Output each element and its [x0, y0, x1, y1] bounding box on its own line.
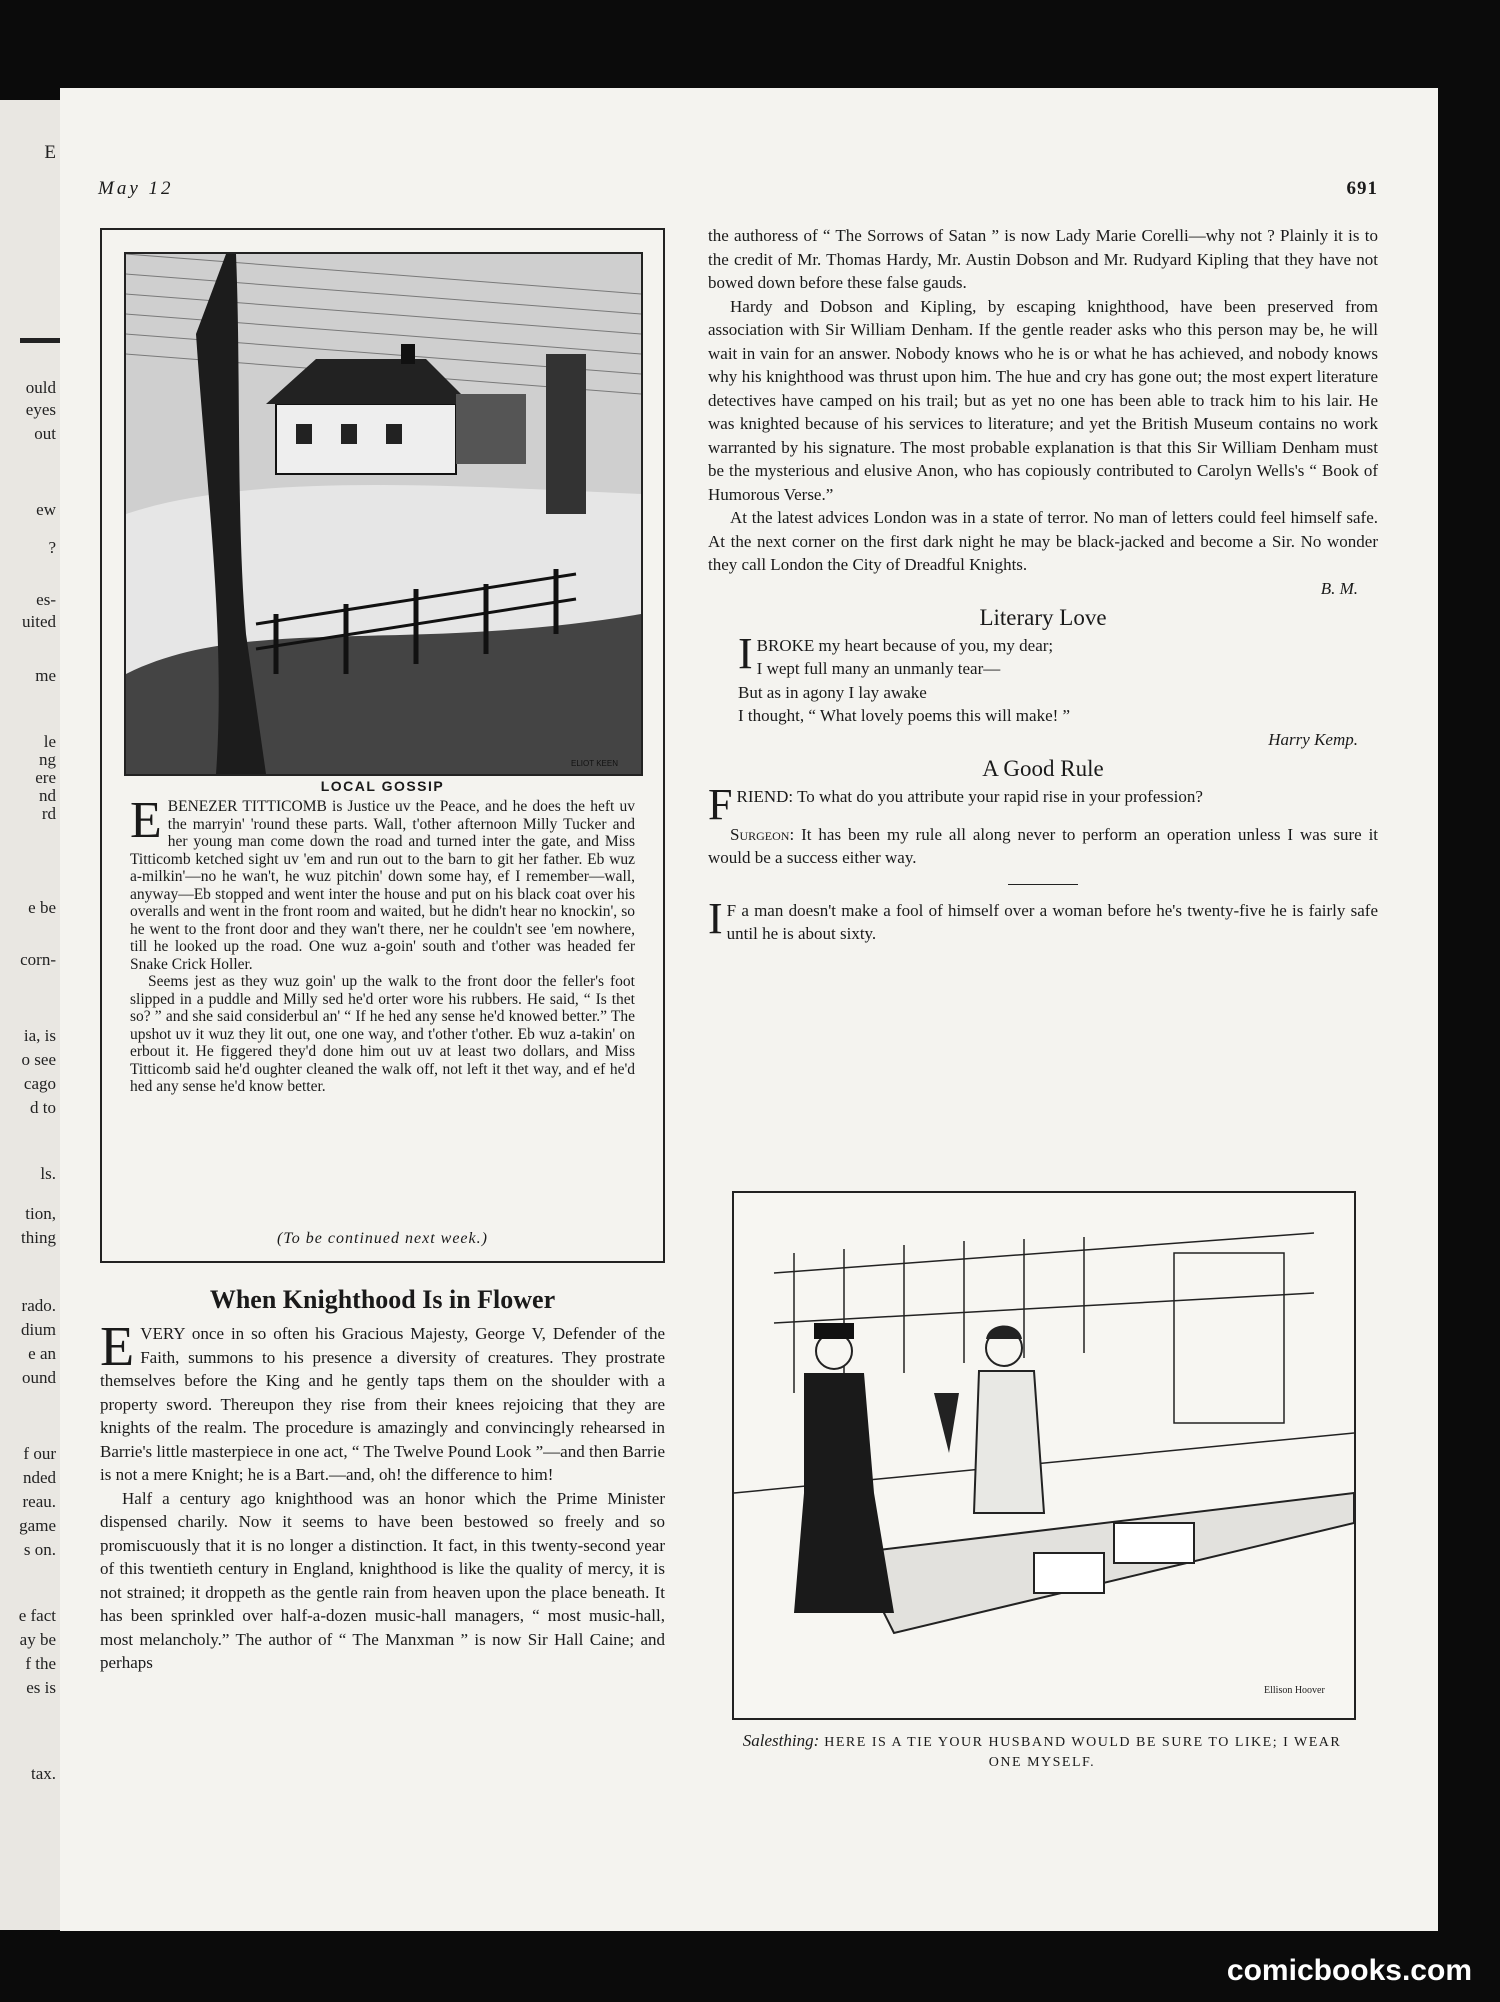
prev-frag: reau. [22, 1492, 56, 1511]
prev-frag: ls. [40, 1164, 56, 1183]
dialogue-title: A Good Rule [982, 756, 1104, 781]
local-gossip-box [100, 228, 665, 1263]
prev-frag: es is [26, 1678, 56, 1697]
article-signature: B. M. [1320, 578, 1358, 598]
prev-frag: ew [36, 500, 56, 519]
prev-frag: ay be [19, 1630, 56, 1649]
cartoon-caption [732, 1731, 1352, 1773]
aphorism-text: F a man doesn't make a fool of himself over a woman before he's twenty-five he is fairly safe until he is about sixty. [726, 900, 1378, 943]
prev-frag: nd [39, 786, 56, 805]
knighthood-article-column [100, 1284, 665, 1675]
prev-frag: d to [30, 1098, 56, 1117]
continued-note: (To be continued next week.) [277, 1230, 488, 1247]
prev-frag: ? [48, 538, 56, 557]
local-gossip-paragraph: Seems jest as they wuz goin' up the walk to the front door the feller's foot slipped in a puddle and Milly sed he'd orter wore his rubbers. He said, “ Is thet so? ” and she said considerbul an' “ If he hed any sense he'd knowed better.” The upshot uv it wuz they lit out, one one way, and t'other t'other. Eb wuz a-takin' on erbout it. He figgered they'd done him out uv at least two dollars, and Miss Titticomb said he'd oughter cleaned the walk off, not left it thet way, and ef he'd hed any sense he'd know better. [130, 973, 635, 1095]
prev-frag: ound [22, 1368, 56, 1387]
dropcap: E [100, 1316, 135, 1378]
cartoon-signature: Ellison Hoover [1264, 1685, 1325, 1696]
prev-frag: rado. [21, 1296, 56, 1315]
prev-frag: tax. [30, 1764, 56, 1783]
poem-line: BROKE my heart because of you, my dear; [756, 635, 1054, 655]
prev-frag: le [43, 732, 56, 751]
dropcap: E [130, 792, 162, 849]
local-gossip-title: LOCAL GOSSIP [320, 778, 445, 794]
prev-frag: e fact [18, 1606, 56, 1625]
prev-frag: nded [22, 1468, 56, 1487]
article-paragraph: the authoress of “ The Sorrows of Satan ” is now Lady Marie Corelli—why not ? Plainly it is to the credit of Mr. Thomas Hardy, Mr. Austin Dobson and Mr. Rudyard Kipling that they have not bowed down before these false gauds. [708, 226, 1378, 292]
right-column [708, 224, 1378, 946]
shop-cartoon [732, 1191, 1356, 1720]
dialogue-surgeon: It has been my rule all along never to perform an operation unless I was sure it would be a success either way. [708, 824, 1379, 867]
poem-line: But as in agony I lay awake [738, 682, 927, 702]
prev-frag: es- [36, 590, 56, 609]
prev-frag: tion, [25, 1204, 56, 1223]
poem [708, 628, 1378, 728]
article-paragraph: VERY once in so often his Gracious Majesty, George V, Defender of the Faith, summons to his presence a diversity of creatures. They prostrate themselves before the King and he gently taps them on the shoulder with a property sword. Thereupon they rise from their knees rejoicing that they are knights of the realm. The procedure is amazingly and convincingly rehearsed in Barrie's little masterpiece in one act, “ The Twelve Pound Look ”—and then Barrie is not a mere Knight; he is a Bart.—and, oh! the difference to him! [100, 1324, 665, 1484]
farmhouse-illustration [124, 252, 643, 776]
dropcap: I [738, 628, 753, 678]
prev-frag: ere [35, 768, 56, 787]
prev-frag: s on. [23, 1540, 56, 1559]
article-title: When Knighthood Is in Flower [209, 1285, 556, 1314]
watermark: comicbooks.com [1226, 1954, 1472, 1987]
divider [1008, 884, 1078, 885]
prev-frag: dium [21, 1320, 56, 1339]
prev-frag: me [35, 666, 56, 685]
illustration-signature: ELIOT KEEN [571, 759, 618, 768]
running-head-date: May 12 [98, 178, 174, 199]
prev-frag: ould [25, 378, 56, 397]
prev-frag: corn- [20, 950, 56, 969]
poem-line: I thought, “ What lovely poems this will make! ” [738, 706, 1071, 725]
previous-page-edge [0, 100, 60, 1930]
prev-frag: f our [23, 1444, 56, 1463]
prev-frag: o see [21, 1050, 56, 1069]
previous-page-rule [20, 338, 60, 343]
local-gossip-paragraph: BENEZER TITTICOMB is Justice uv the Peace, and he does the heft uv the marryin' 'round these parts. Wall, t'other afternoon Milly Tucker and her young man come down the road and turned inter the gate, and Miss Titticomb ketched sight uv 'em and run out to the barn to git her father. Eb wuz a-milkin'—no he wan't, he wuz pitchin' down some hay, ef I remember—wall, anyway—Eb stopped and went inter the house and put on his black coat over his overalls and went in the front room and waited, but he didn't hear no knockin', so he went to the front door and they wan't there, ner he couldn't see 'em nowhere, till he looked up the road. One wuz a-goin' south and t'other was headed fer Snake Crick Holler. [130, 798, 635, 973]
prev-frag: game [19, 1516, 56, 1535]
caption-text: HERE IS A TIE YOUR HUSBAND WOULD BE SURE TO LIKE; I WEAR ONE MYSELF. [824, 1735, 1342, 1770]
prev-frag: ng [39, 750, 56, 769]
prev-frag: uited [22, 612, 56, 631]
poem-line: I wept full many an unmanly tear— [756, 659, 1001, 678]
magazine-page [60, 88, 1438, 1931]
prev-frag: E [44, 142, 56, 163]
prev-frag: rd [41, 804, 56, 823]
prev-frag: thing [21, 1228, 56, 1247]
prev-frag: cago [23, 1074, 56, 1093]
local-gossip-body [130, 792, 635, 1096]
dialogue-friend: RIEND: To what do you attribute your rapid rise in your profession? [736, 786, 1203, 806]
speaker-label: Surgeon: [730, 824, 795, 844]
poem-title: Literary Love [979, 605, 1107, 630]
dropcap: I [708, 893, 723, 943]
poem-author: Harry Kemp. [1268, 729, 1358, 749]
prev-frag: out [34, 424, 56, 443]
prev-frag: e be [28, 898, 56, 917]
article-paragraph: Hardy and Dobson and Kipling, by escaping knighthood, have been preserved from association with Sir William Denham. If the gentle reader asks who this person may be, he will wait in vain for an answer. Nobody knows who he is or what he has achieved, and nobody knows why his knighthood was thrust upon him. The hue and cry has gone out; the most expert literature detectives have camped on his trail; but as yet no one has been able to track him to his lair. He was knighted because of his services to literature; and yet the British Museum contains no work warranted by his signature. The most probable explanation is that this Sir William Denham must be the mysterious and elusive Anon, who has copiously contributed to Carolyn Wells's “ Book of Humorous Verse.” [708, 296, 1378, 504]
article-paragraph: Half a century ago knighthood was an honor which the Prime Minister dispensed charily. Now it seems to have been bestowed so freely and so promiscuously that it is no longer a distinction. It fact, in this twenty-second year of this twentieth century in England, knighthood is like the quality of mercy, it is not strained; it droppeth as the gentle rain from heaven upon the place beneath. It has been sprinkled over half-a-dozen music-hall managers, “ most music-hall, most melancholy.” The author of “ The Manxman ” is now Sir Hall Caine; and perhaps [100, 1488, 665, 1672]
page-number: 691 [1346, 178, 1378, 199]
caption-speaker: Salesthing: [742, 1731, 820, 1750]
prev-frag: ia, is [23, 1026, 56, 1045]
dropcap: F [708, 779, 733, 829]
article-paragraph: At the latest advices London was in a state of terror. No man of letters could feel himself safe. At the next corner on the first dark night he may be black-jacked and become a Sir. No wonder they call London the City of Dreadful Knights. [708, 508, 1378, 574]
prev-frag: eyes [25, 400, 56, 419]
prev-frag: f the [25, 1654, 56, 1673]
prev-frag: e an [28, 1344, 56, 1363]
